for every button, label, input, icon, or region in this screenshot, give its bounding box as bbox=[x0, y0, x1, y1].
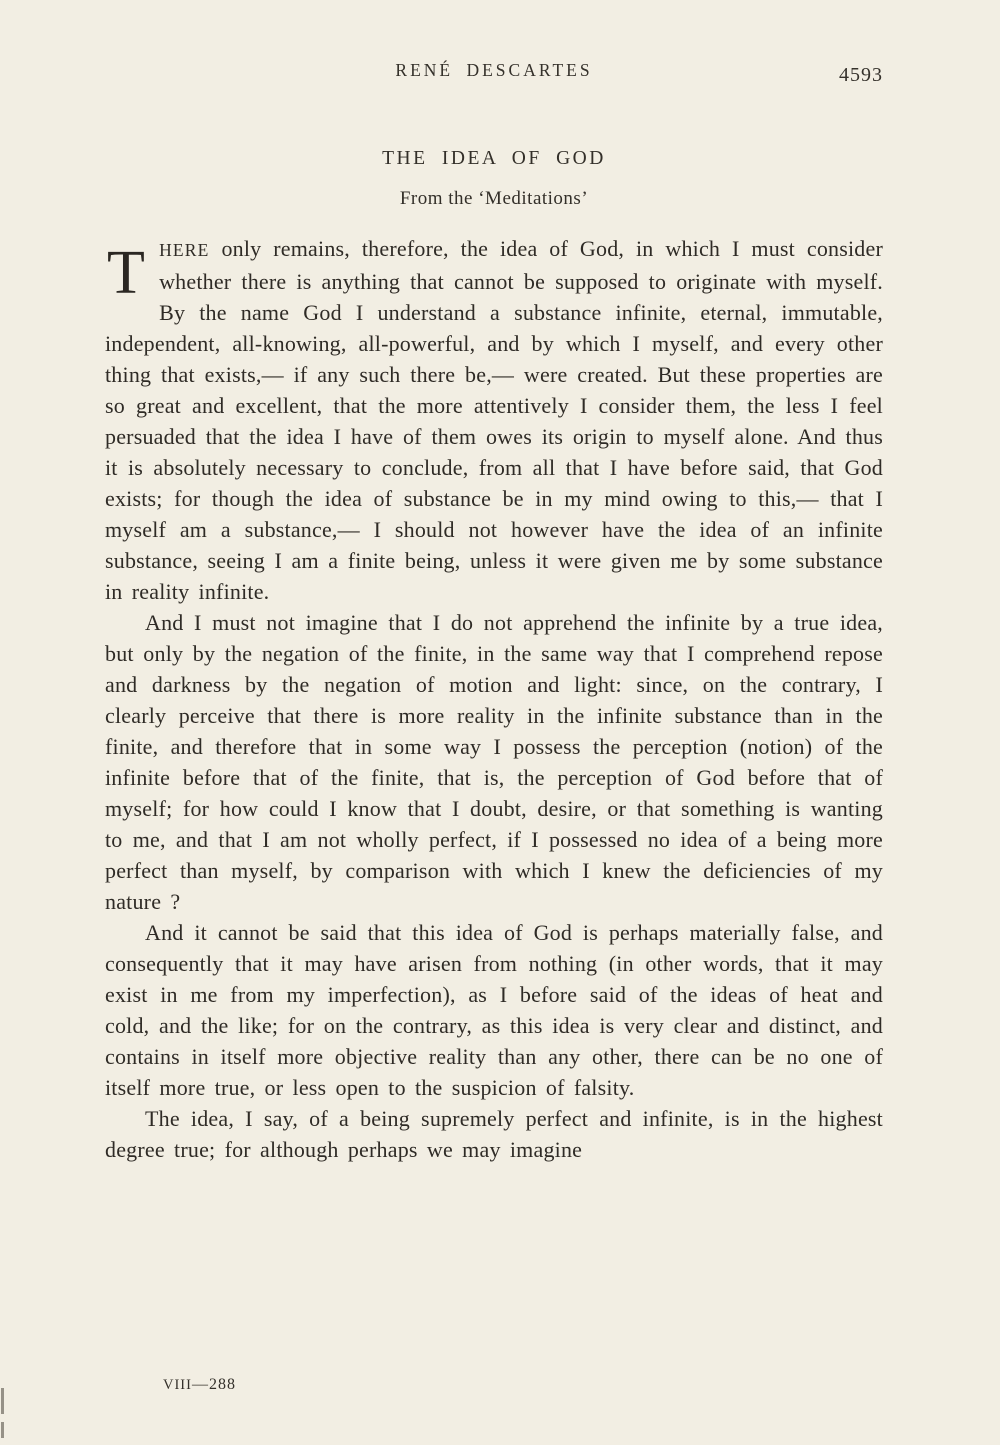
signature-number: 288 bbox=[208, 1376, 236, 1393]
paragraph-1-text: only remains, therefore, the idea of God, in which I must consider whether there is anything that cannot be supposed to originate with myself. By the name God I understand a substance infinite, eternal, immutable, independent, all-knowing, all-powerful, and by which I myself, and every other thing that exists,— if any such there be,— were created. But these properties are so great and excellent, that the more attentively I consider them, the less I feel persuaded that the idea I have of them owes its origin to myself alone. And thus it is absolutely necessary to conclude, from all that I have before said, that God exists; for though the idea of substance be in my mind owing to this,— that I myself am a substance,— I should not however have the idea of an infinite substance, seeing I am a finite being, unless it were given me by some substance in reality infinite. bbox=[105, 236, 883, 604]
running-head bbox=[105, 60, 883, 90]
body-text bbox=[105, 233, 883, 1165]
chapter-subtitle: From the ‘Meditations’ bbox=[399, 188, 589, 209]
scan-artifact-mark bbox=[1, 1388, 4, 1414]
paragraph-1 bbox=[105, 233, 883, 607]
paragraph-3: And it cannot be said that this idea of God is perhaps materially false, and consequently that it may have arisen from nothing (in other words, that it may exist in me from my imperfection), as I before said of the ideas of heat and cold, and the like; for on the contrary, as this idea is very clear and distinct, and contains in itself more objective reality than any other, there can be no one of itself more true, or less open to the suspicion of falsity. bbox=[105, 920, 883, 1100]
page-number: 4593 bbox=[839, 64, 883, 86]
chapter-title: THE IDEA OF GOD bbox=[382, 148, 606, 169]
paragraph-4: The idea, I say, of a being supremely perfect and infinite, is in the highest degree true; for although perhaps we may imagine bbox=[105, 1106, 883, 1162]
drop-cap: T bbox=[107, 239, 146, 307]
lead-small-caps: HERE bbox=[159, 240, 210, 260]
running-header-author: RENÉ DESCARTES bbox=[395, 60, 593, 80]
signature-volume: VIII bbox=[163, 1377, 192, 1393]
signature-mark bbox=[163, 1376, 236, 1394]
paragraph-2: And I must not imagine that I do not apprehend the infinite by a true idea, but only by the negation of the finite, in the same way that I comprehend repose and darkness by the negation of motion and light: since, on the contrary, I clearly perceive that there is more reality in the infinite substance than in the finite, and therefore that in some way I possess the perception (notion) of the infinite before that of the finite, that is, the perception of God before that of myself; for how could I know that I doubt, desire, or that something is wanting to me, and that I am not wholly perfect, if I possessed no idea of a being more perfect than myself, by comparison with which I knew the deficiencies of my nature ? bbox=[105, 610, 883, 914]
scan-artifact-mark bbox=[1, 1422, 4, 1438]
signature-separator: — bbox=[191, 1376, 209, 1393]
